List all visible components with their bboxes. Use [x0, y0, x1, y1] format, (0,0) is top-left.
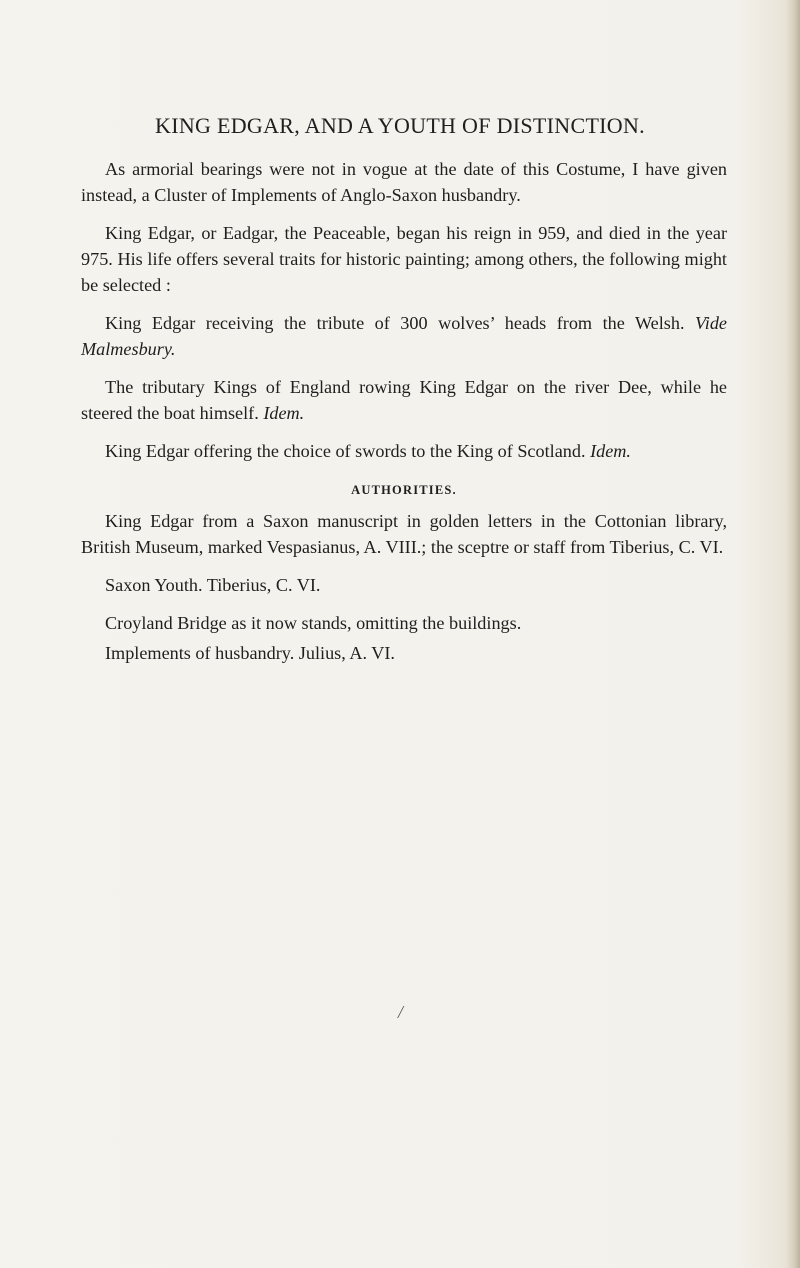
paragraph-text: As armorial bearings were not in vogue at the date of this Costume, I have given instead, a Cluster of Implements of Anglo-Saxon husbandry. — [81, 159, 727, 205]
paragraph-text: The tributary Kings of England rowing King Edgar on the river Dee, while he steered the boat himself. — [81, 377, 727, 423]
paragraph-reference: Idem. — [590, 441, 631, 461]
authorities-heading: AUTHORITIES. — [351, 483, 457, 497]
paragraph-rowing — [81, 374, 727, 426]
paragraph-reference: Idem. — [263, 403, 305, 423]
paragraph-text: King Edgar receiving the tribute of 300 wolves’ heads from the Welsh. — [105, 313, 685, 333]
paragraph-armorial — [81, 156, 727, 208]
paragraph-reference: Vide Malmesbury. — [81, 313, 727, 359]
body-text — [81, 156, 727, 678]
page-edge-shadow — [786, 0, 800, 1268]
page-title: KING EDGAR, AND A YOUTH OF DISTINCTION. — [155, 113, 645, 138]
authority-item: Implements of husbandry. Julius, A. VI. — [105, 643, 395, 663]
paragraph-reign — [81, 220, 727, 298]
authority-item: Saxon Youth. Tiberius, C. VI. — [105, 575, 321, 595]
paragraph-text: King Edgar, or Eadgar, the Peaceable, began his reign in 959, and died in the year 975. His life offers several traits for historic painting; among others, the following might be selected : — [81, 223, 727, 295]
paragraph-swords — [81, 438, 727, 464]
paragraph-text: King Edgar offering the choice of swords to the King of Scotland. — [105, 441, 586, 461]
stray-ink-mark: / — [398, 1002, 404, 1022]
authority-item: Croyland Bridge as it now stands, omitting the buildings. — [105, 613, 522, 633]
authority-item: King Edgar from a Saxon manuscript in golden letters in the Cottonian library, British Museum, marked Vespasianus, A. VIII.; the sceptre or staff from Tiberius, C. VI. — [81, 511, 727, 557]
paragraph-tribute — [81, 310, 727, 362]
